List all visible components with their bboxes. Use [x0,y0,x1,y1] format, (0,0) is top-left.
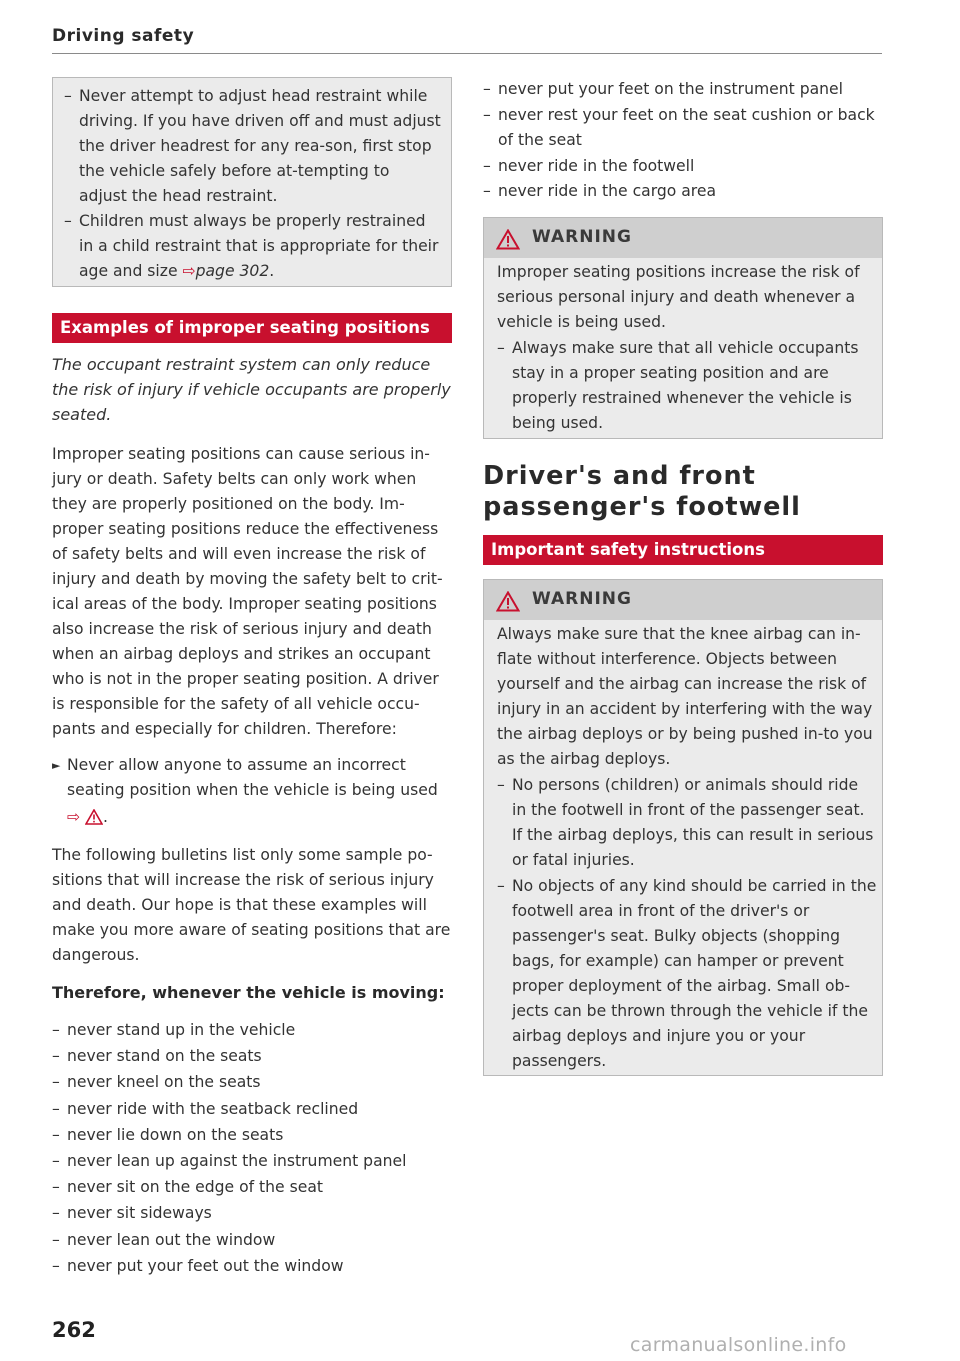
ref-arrow-icon: ⇨ [182,262,196,280]
list-item: – never put your feet on the instrument panel [483,77,883,103]
warning-item: – No objects of any kind should be carried in the footwell area in front of the driver's or passenger's seat. Bulky objects (shopping bags, for example) can hamper or prevent proper deployment of the airbag. Small ob-jects can be thrown through the vehicle if the airbag deploys and injure you or your passengers. [497,874,877,1074]
bulletins-text: The following bulletins list only some sample po-sitions that will increase the risk of serious injury and death. Our hope is that these examples will make you more aware of seating positions that are dangerous. [52,846,451,964]
warning-triangle-icon [496,591,520,616]
step-marker-icon: ► [52,759,61,772]
warning-ref-icon[interactable] [85,808,103,833]
list-item: – never put your feet out the window [52,1253,454,1279]
footwell-heading [483,461,883,523]
warning-text-1: Improper seating positions increase the risk of serious personal injury and death whenever a vehicle is being used. [497,263,860,331]
warning-title-1: WARNING [532,227,632,247]
warning-header-1 [484,218,882,258]
warning-text-2: Always make sure that the knee airbag can in-flate without interference. Objects between yourself and the airbag can increase the risk of injury in an accident by interfering with the way the airbag deploys or by being pushed in-to you as the airbag deploys. [497,625,873,768]
box-item-1: – Never attempt to adjust head restraint while driving. If you have driven off and must adjust the driver headrest for any rea-son, first stop the vehicle safely before at-tempting to adjust the head restraint. [64,84,442,209]
improper-intro: The occupant restraint system can only reduce the risk of injury if vehicle occupants are properly seated. [52,355,451,424]
page-ref-link[interactable]: page 302 [195,262,270,280]
list-item: – never lean up against the instrument panel [52,1148,454,1174]
page-header [52,26,882,54]
section-bar-safety: Important safety instructions [483,535,883,565]
footwell-heading-line1: Driver's and front [483,461,756,491]
warning-triangle-icon [496,229,520,254]
list-item: – never ride in the cargo area [483,179,883,205]
list-item: – never sit sideways [52,1200,454,1226]
moving-heading: Therefore, whenever the vehicle is moving: [52,983,445,1002]
list-item: – never stand on the seats [52,1043,454,1069]
list-item: – never lean out the window [52,1227,454,1253]
warning-box-1 [483,217,883,439]
list-item: – never ride in the footwell [483,154,883,180]
header-title: Driving safety [52,26,195,46]
page-number: 262 [52,1318,96,1342]
warning-item: – Always make sure that all vehicle occupants stay in a proper seating position and are properly restrained whenever the vehicle is being used. [497,336,875,436]
right-top-list [483,77,883,205]
head-restraint-box [52,77,452,287]
warning-header-2 [484,580,882,620]
step-text: Never allow anyone to assume an incorrect seating position when the vehicle is being used [67,756,438,799]
watermark: carmanualsonline.info [630,1334,847,1356]
warning-title-2: WARNING [532,589,632,609]
improper-body: Improper seating positions can cause serious in-jury or death. Safety belts can only work when they are properly positioned on the body. Im-proper seating positions reduce the effectiveness of safety belts and will even increase the risk of injury and death by moving the safety belt to crit-ical areas of the body. Improper seating positions also increase the risk of serious injury and death when an airbag deploys and strikes an occupant who is not in the proper seating position. A driver is responsible for the safety of all vehicle occu-pants and especially for children. Therefore: [52,445,443,738]
list-item: – never stand up in the vehicle [52,1017,454,1043]
list-item: – never kneel on the seats [52,1069,454,1095]
box-item-2-text: Children must always be properly restrained in a child restraint that is appropriate for their age and size [79,212,439,280]
improper-step: ► Never allow anyone to assume an incorrect seating position when the vehicle is being used ⇨ . [52,753,454,833]
list-item: – never rest your feet on the seat cushion or back of the seat [483,103,883,154]
section-bar-improper: Examples of improper seating positions [52,313,452,343]
ref-arrow-icon: ⇨ [67,808,81,826]
list-item: – never ride with the seatback reclined [52,1096,454,1122]
warning-box-2 [483,579,883,1076]
footwell-heading-line2: passenger's footwell [483,492,801,522]
warning-body-1 [484,258,882,438]
box-item-2: – Children must always be properly restrained in a child restraint that is appropriate for their age and size ⇨page 302. [64,209,442,284]
list-item: – never lie down on the seats [52,1122,454,1148]
moving-list [52,1017,454,1279]
warning-item: – No persons (children) or animals should ride in the footwell in front of the passenger seat. If the airbag deploys, this can result in serious or fatal injuries. [497,773,877,873]
warning-body-2 [484,620,882,1075]
list-item: – never sit on the edge of the seat [52,1174,454,1200]
